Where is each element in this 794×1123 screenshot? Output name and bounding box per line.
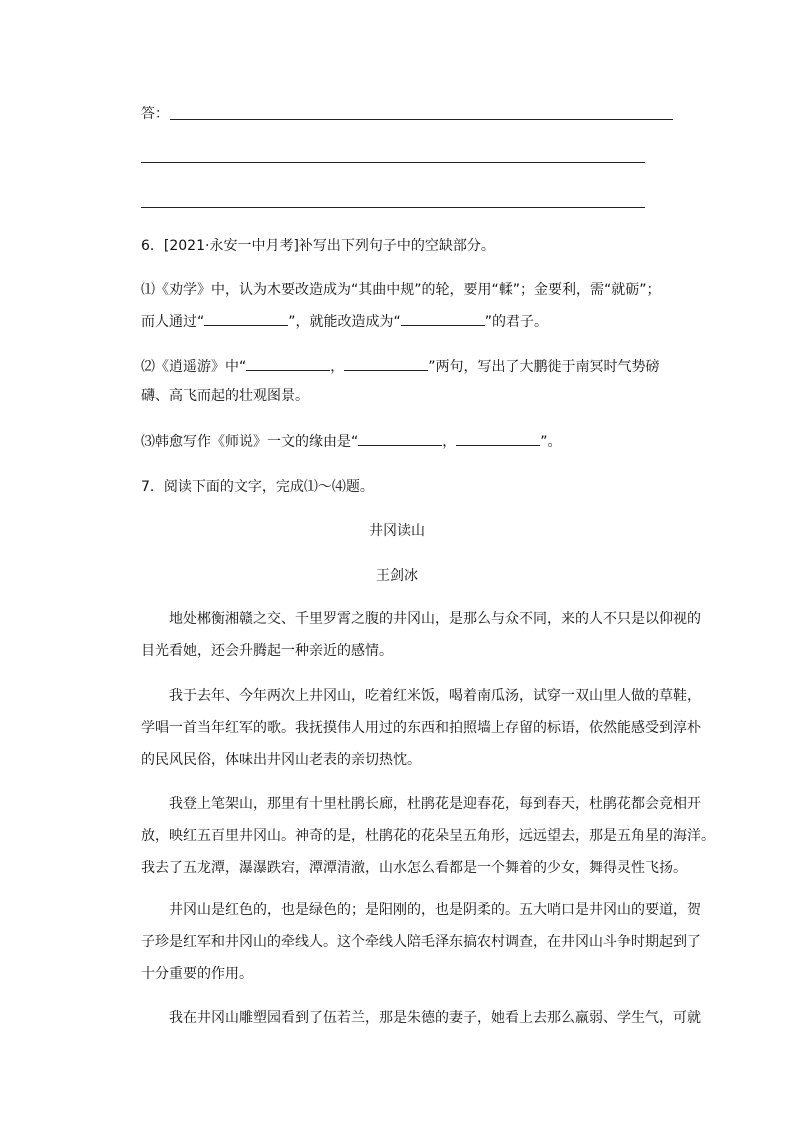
- paragraph-line: 十分重要的作用。: [141, 966, 253, 982]
- paragraph-line: 井冈山是红色的，也是绿色的；是阳刚的，也是阴柔的。五大哨口是井冈山的要道，贺: [141, 902, 701, 918]
- paragraph-line: 我在井冈山雕塑园看到了伍若兰，那是朱德的妻子，她看上去那么羸弱、学生气，可就: [141, 1010, 701, 1026]
- article-paragraph-2: [141, 686, 701, 770]
- paragraph-line: 的民风民俗，体味出井冈山老表的亲切热忱。: [141, 752, 421, 768]
- q6-part2-text-a: ⑵《逍遥游》中“: [141, 359, 247, 375]
- q6-part1-text-a: 而人通过“: [141, 314, 205, 330]
- q6-part3-text-b: ，: [442, 434, 457, 450]
- fill-blank[interactable]: [358, 431, 442, 446]
- answer-line-1[interactable]: [170, 119, 673, 120]
- paragraph-line: 放，映红五百里井冈山。神奇的是，杜鹃花的花朵呈五角形，远远望去，那是五角星的海洋。: [141, 828, 715, 844]
- q6-part1-text-c: ”的君子。: [484, 314, 549, 330]
- fill-blank[interactable]: [246, 356, 330, 371]
- paragraph-line: 我于去年、今年两次上井冈山，吃着红米饭，喝着南瓜汤，试穿一双山里人做的草鞋，: [141, 688, 701, 704]
- question-7-title: 7．阅读下面的文字，完成⑴～⑷题。: [141, 479, 374, 495]
- paragraph-line: 目光看她，还会升腾起一种亲近的感情。: [141, 643, 393, 659]
- article-paragraph-4: [141, 900, 701, 984]
- q6-part2-line2: 礴、高飞而起的壮观图景。: [141, 388, 309, 404]
- paragraph-line: 我登上笔架山，那里有十里杜鹃长廊，杜鹃花是迎春花，每到春天，杜鹃花都会竞相开: [141, 796, 701, 812]
- answer-line-2[interactable]: [141, 162, 645, 163]
- answer-label: 答：: [141, 106, 169, 122]
- q6-part1-line1: ⑴《劝学》中，认为木要改造成为“其曲中规”的轮，要用“輮”；金要利，需“就砺”；: [141, 282, 661, 298]
- q6-part3-text-a: ⑶韩愈写作《师说》一文的缘由是“: [141, 434, 359, 450]
- article-paragraph-5: [141, 1008, 701, 1028]
- q6-part3-line1: [141, 431, 562, 452]
- question-6-title: 6．[2021·永安一中月考]补写出下列句子中的空缺部分。: [141, 238, 495, 254]
- paragraph-line: 我去了五龙潭，瀑瀑跌宕，潭潭清澈，山水怎么看都是一个舞着的少女，舞得灵性飞扬。: [141, 860, 687, 876]
- q6-part2-line1: [141, 356, 660, 377]
- q6-part3-text-c: ”。: [540, 434, 562, 450]
- article-author: 王剑冰: [376, 568, 418, 584]
- article-paragraph-3: [141, 794, 715, 878]
- q6-part2-text-c: ”两句，写出了大鹏徙于南冥时气势磅: [428, 359, 660, 375]
- fill-blank[interactable]: [456, 431, 540, 446]
- q6-part1-line2: [141, 311, 548, 332]
- article-paragraph-1: [141, 609, 701, 661]
- q6-part2-text-b: ，: [330, 359, 345, 375]
- paragraph-line: 学唱一首当年红军的歌。我抚摸伟人用过的东西和拍照墙上存留的标语，依然能感受到淳朴: [141, 720, 701, 736]
- paragraph-line: 地处郴衡湘赣之交、千里罗霄之腹的井冈山，是那么与众不同，来的人不只是以仰视的: [141, 611, 701, 627]
- answer-line-3[interactable]: [141, 207, 645, 208]
- fill-blank[interactable]: [401, 311, 485, 326]
- q6-part1-text-b: ”，就能改造成为“: [288, 314, 401, 330]
- fill-blank[interactable]: [204, 311, 288, 326]
- article-title: 井冈读山: [369, 523, 425, 539]
- fill-blank[interactable]: [344, 356, 428, 371]
- paragraph-line: 子珍是红军和井冈山的牵线人。这个牵线人陪毛泽东搞农村调查，在井冈山斗争时期起到了: [141, 934, 701, 950]
